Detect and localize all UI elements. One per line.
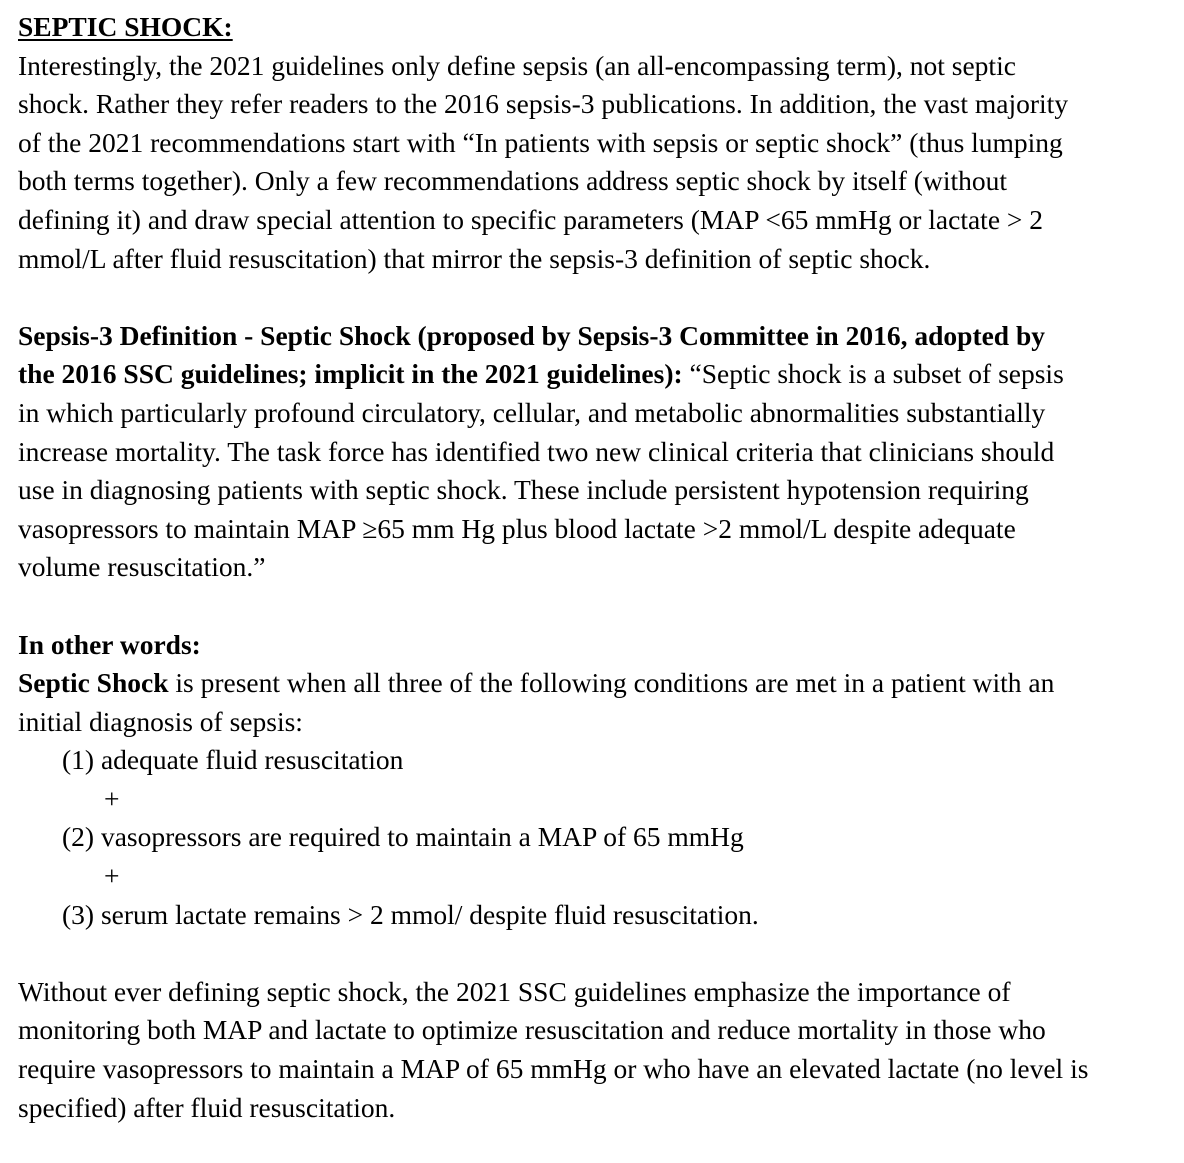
conclusion-paragraph xyxy=(18,973,1166,1127)
plus-sign: + xyxy=(104,860,120,892)
text-line xyxy=(18,355,1166,394)
text-line: require vasopressors to maintain a MAP of 65 mmHg or who have an elevated lactate (no level is xyxy=(18,1053,1089,1085)
definition-quote-start: “Septic shock is a subset of sepsis xyxy=(682,358,1064,390)
text-line: shock. Rather they refer readers to the 2016 sepsis-3 publications. In addition, the vast majority xyxy=(18,88,1069,120)
plus-sign: + xyxy=(104,782,120,814)
list-item: (1) adequate fluid resuscitation xyxy=(62,744,404,776)
paragraph-gap xyxy=(18,934,1166,973)
text-line: Without ever defining septic shock, the 2021 SSC guidelines emphasize the importance of xyxy=(18,975,1011,1007)
section-heading: SEPTIC SHOCK: xyxy=(18,11,233,42)
text-line: vasopressors to maintain MAP ≥65 mm Hg plus blood lactate >2 mmol/L despite adequate xyxy=(18,512,1016,544)
paragraph-gap xyxy=(18,587,1166,626)
text-line: in which particularly profound circulatory, cellular, and metabolic abnormalities substantially xyxy=(18,396,1046,428)
other-words-section xyxy=(18,626,1166,935)
intro-paragraph xyxy=(18,47,1166,279)
text-line xyxy=(18,664,1166,703)
text-line: both terms together). Only a few recommendations address septic shock by itself (without xyxy=(18,165,1007,197)
definition-title-end: the 2016 SSC guidelines; implicit in the 2021 guidelines): xyxy=(18,358,683,390)
text-line: monitoring both MAP and lactate to optimize resuscitation and reduce mortality in those who xyxy=(18,1014,1046,1046)
other-words-heading: In other words: xyxy=(18,628,201,660)
septic-shock-term: Septic Shock xyxy=(18,667,169,699)
condition-intro: is present when all three of the following conditions are met in a patient with an xyxy=(168,667,1055,699)
text-line: Interestingly, the 2021 guidelines only define sepsis (an all-encompassing term), not septic xyxy=(18,49,1016,81)
text-line: defining it) and draw special attention to specific parameters (MAP <65 mmHg or lactate > 2 xyxy=(18,203,1044,235)
text-line: of the 2021 recommendations start with “In patients with sepsis or septic shock” (thus lumping xyxy=(18,126,1063,158)
text-line: use in diagnosing patients with septic shock. These include persistent hypotension requiring xyxy=(18,474,1029,506)
text-line: initial diagnosis of sepsis: xyxy=(18,705,303,737)
list-item: (2) vasopressors are required to maintain a MAP of 65 mmHg xyxy=(62,821,744,853)
conditions-list xyxy=(18,741,1166,934)
text-line: specified) after fluid resuscitation. xyxy=(18,1091,396,1123)
list-item: (3) serum lactate remains > 2 mmol/ despite fluid resuscitation. xyxy=(62,898,759,930)
definition-paragraph xyxy=(18,317,1166,587)
text-line: volume resuscitation.” xyxy=(18,551,266,583)
text-line: increase mortality. The task force has identified two new clinical criteria that clinicians should xyxy=(18,435,1055,467)
definition-title-line: Sepsis-3 Definition - Septic Shock (proposed by Sepsis-3 Committee in 2016, adopted by xyxy=(18,319,1046,351)
text-line: mmol/L after fluid resuscitation) that mirror the sepsis-3 definition of septic shock. xyxy=(18,242,931,274)
paragraph-gap xyxy=(18,278,1166,317)
